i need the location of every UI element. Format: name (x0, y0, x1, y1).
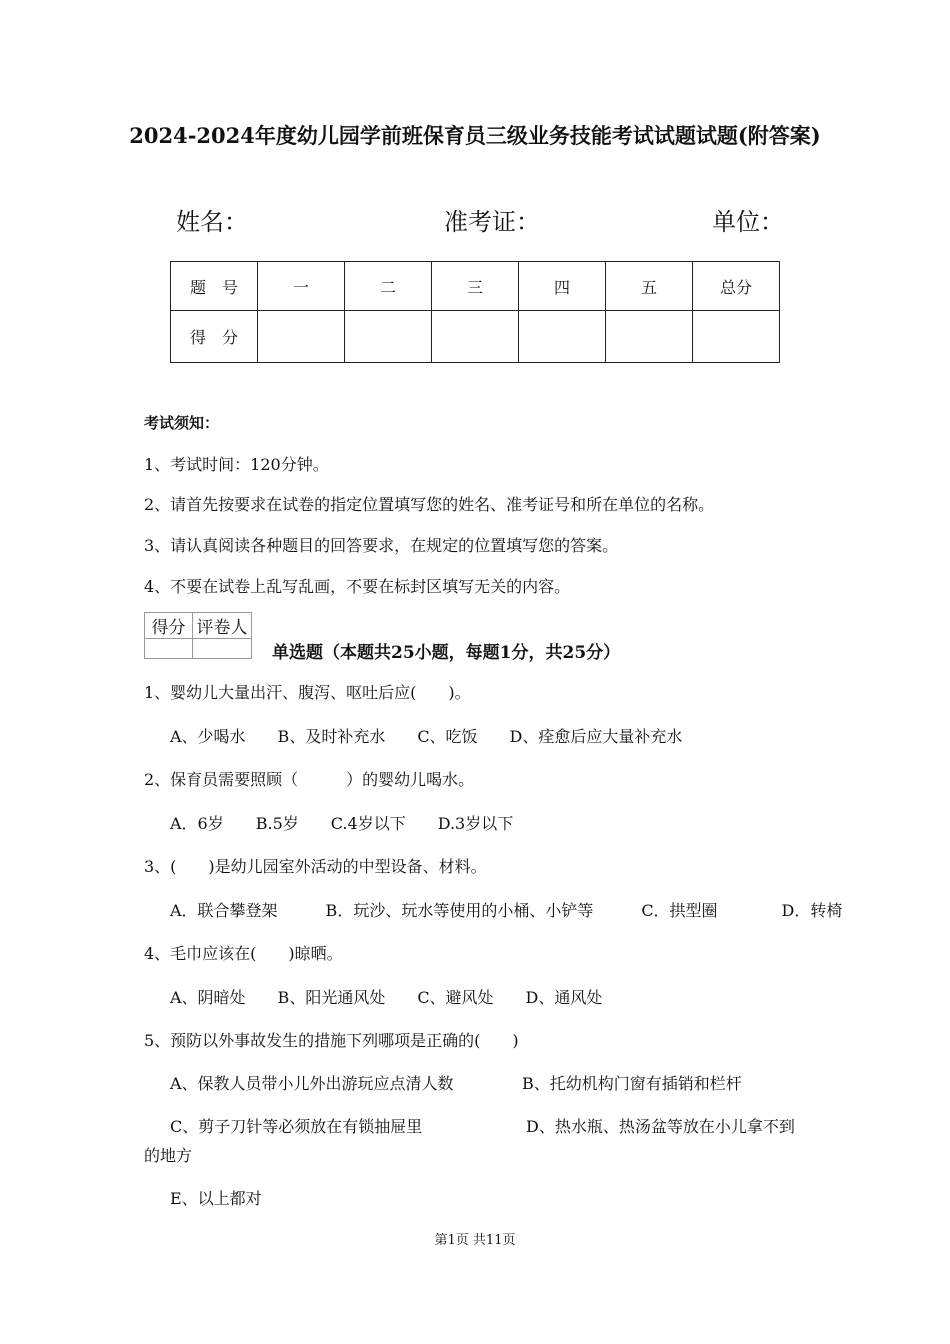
unit-field-label: 单位： (712, 208, 784, 236)
grader-name-label: 评卷人 (193, 613, 252, 639)
grader-score-cell[interactable] (145, 639, 193, 659)
question-options: A．联合攀登架 B．玩沙、玩水等使用的小桶、小铲等 C．拱型圈 D．转椅 (170, 901, 843, 920)
notice-item: 4、不要在试卷上乱写乱画，不要在标封区填写无关的内容。 (144, 577, 571, 596)
score-cell[interactable] (345, 311, 432, 363)
document-title: 2024-2024年度幼儿园学前班保育员三级业务技能考试试题试题(附答案) (129, 123, 821, 148)
score-table-header: 五 (606, 262, 693, 311)
section-title: 单选题（本题共25小题，每题1分，共25分） (272, 643, 621, 663)
question-stem: 4、毛巾应该在( )晾晒。 (144, 944, 343, 963)
question-option: D、热水瓶、热汤盆等放在小儿拿不到 (526, 1117, 795, 1136)
question-options: A、少喝水 B、及时补充水 C、吃饭 D、痊愈后应大量补充水 (170, 727, 683, 746)
score-cell[interactable] (606, 311, 693, 363)
question-option: B、托幼机构门窗有插销和栏杆 (522, 1074, 742, 1093)
score-table (170, 261, 780, 363)
exam-id-field-label: 准考证： (444, 208, 540, 236)
score-cell[interactable] (432, 311, 519, 363)
question-options: A．6岁 B.5岁 C.4岁以下 D.3岁以下 (170, 814, 514, 833)
question-stem: 5、预防以外事故发生的措施下列哪项是正确的( ) (144, 1031, 519, 1050)
notice-item: 2、请首先按要求在试卷的指定位置填写您的姓名、准考证号和所在单位的名称。 (144, 495, 715, 514)
notice-item: 3、请认真阅读各种题目的回答要求，在规定的位置填写您的答案。 (144, 536, 619, 555)
score-table-header: 题 号 (171, 262, 258, 311)
name-field-label: 姓名： (176, 208, 248, 236)
score-table-header: 三 (432, 262, 519, 311)
question-option: 的地方 (144, 1146, 193, 1165)
grader-box (144, 612, 252, 659)
notice-item: 1、考试时间：120分钟。 (144, 455, 329, 474)
question-option: A、保教人员带小儿外出游玩应点清人数 (170, 1074, 454, 1093)
question-option: C、剪子刀针等必须放在有锁抽屉里 (170, 1117, 423, 1136)
score-table-header: 总分 (693, 262, 780, 311)
score-row-label: 得 分 (171, 311, 258, 363)
question-option: E、以上都对 (170, 1189, 262, 1208)
grader-score-label: 得分 (145, 613, 193, 639)
page-footer: 第1页 共11页 (434, 1233, 516, 1248)
score-table-header: 四 (519, 262, 606, 311)
score-cell[interactable] (693, 311, 780, 363)
question-stem: 2、保育员需要照顾（ ）的婴幼儿喝水。 (144, 770, 475, 789)
score-cell[interactable] (258, 311, 345, 363)
notice-heading: 考试须知： (144, 414, 220, 432)
score-table-header: 一 (258, 262, 345, 311)
score-cell[interactable] (519, 311, 606, 363)
question-stem: 1、婴幼儿大量出汗、腹泻、呕吐后应( )。 (144, 683, 471, 702)
grader-name-cell[interactable] (193, 639, 252, 659)
question-stem: 3、( )是幼儿园室外活动的中型设备、材料。 (144, 857, 487, 876)
question-options: A、阴暗处 B、阳光通风处 C、避风处 D、通风处 (170, 988, 603, 1007)
score-table-header: 二 (345, 262, 432, 311)
